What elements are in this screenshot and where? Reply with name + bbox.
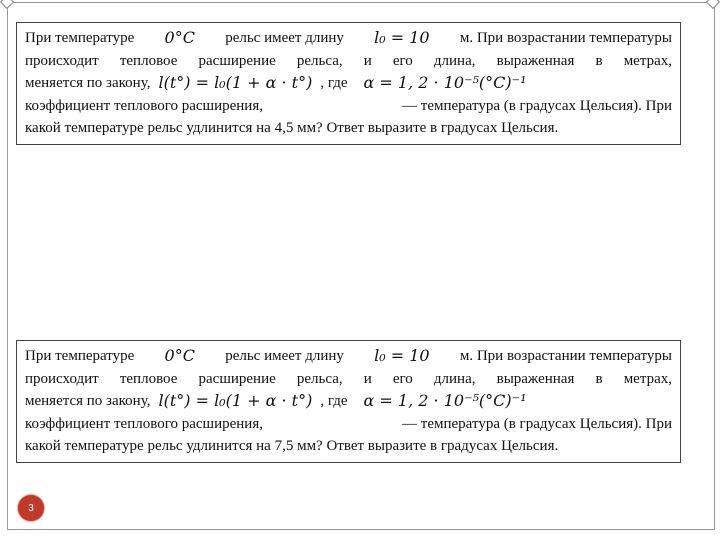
word: и xyxy=(363,52,372,69)
formula-alpha: α = 1, 2 · 10⁻⁵(°C)⁻¹ xyxy=(363,391,527,410)
word: его xyxy=(392,52,413,69)
text-segment: При температуре xyxy=(25,30,135,46)
formula-length: l₀ = 10 xyxy=(374,346,430,365)
word: выраженная xyxy=(496,370,575,387)
text-segment: , где xyxy=(320,75,348,91)
text-segment: какой температуре рельс удлинится на 7,5 мм? Ответ выразите в градусах Цельсия. xyxy=(25,438,559,454)
text-segment: коэффициент теплового расширения, xyxy=(25,415,263,432)
word: его xyxy=(392,370,413,387)
word: в xyxy=(595,370,603,387)
problem-line xyxy=(25,27,672,50)
problem-line xyxy=(25,390,672,413)
page-number-badge: 3 xyxy=(18,495,44,521)
text-segment: м. При возрастании температуры xyxy=(459,30,672,46)
text-segment: коэффициент теплового расширения, xyxy=(25,97,263,114)
word: длина, xyxy=(433,370,476,387)
problem-line xyxy=(25,72,672,95)
problem-line xyxy=(25,435,672,458)
word: и xyxy=(363,370,372,387)
problem-line xyxy=(25,368,672,391)
problem-box-2 xyxy=(16,340,681,463)
formula-law: l(t°) = l₀(1 + α · t°) xyxy=(158,391,313,410)
word: метрах, xyxy=(623,52,672,69)
formula-length: l₀ = 10 xyxy=(374,28,430,47)
word: происходит xyxy=(25,370,99,387)
text-segment: рельс имеет длину xyxy=(225,348,344,364)
problem-line xyxy=(25,413,672,436)
problem-line xyxy=(25,95,672,118)
word: длина, xyxy=(433,52,476,69)
text-segment: меняется по закону, xyxy=(25,75,151,91)
problem-line xyxy=(25,117,672,140)
word: тепловое xyxy=(119,370,178,387)
word: расширение xyxy=(198,52,276,69)
word: расширение xyxy=(198,370,276,387)
word: рельса, xyxy=(296,370,343,387)
word: метрах, xyxy=(623,370,672,387)
formula-law: l(t°) = l₀(1 + α · t°) xyxy=(158,73,313,92)
problem-line xyxy=(25,50,672,73)
text-segment: — температура (в градусах Цельсия). При xyxy=(402,415,672,432)
text-segment: При температуре xyxy=(25,348,135,364)
text-segment: м. При возрастании температуры xyxy=(459,348,672,364)
text-segment: какой температуре рельс удлинится на 4,5 мм? Ответ выразите в градусах Цельсия. xyxy=(25,120,559,136)
problem-box-1 xyxy=(16,22,681,145)
word: выраженная xyxy=(496,52,575,69)
formula-temp-zero: 0°C xyxy=(164,346,195,365)
problem-line xyxy=(25,345,672,368)
word: происходит xyxy=(25,52,99,69)
text-segment: — температура (в градусах Цельсия). При xyxy=(402,97,672,114)
word: в xyxy=(595,52,603,69)
text-segment: меняется по закону, xyxy=(25,393,151,409)
text-segment: , где xyxy=(320,393,348,409)
text-segment: рельс имеет длину xyxy=(225,30,344,46)
word: рельса, xyxy=(296,52,343,69)
formula-temp-zero: 0°C xyxy=(164,28,195,47)
formula-alpha: α = 1, 2 · 10⁻⁵(°C)⁻¹ xyxy=(363,73,527,92)
word: тепловое xyxy=(119,52,178,69)
